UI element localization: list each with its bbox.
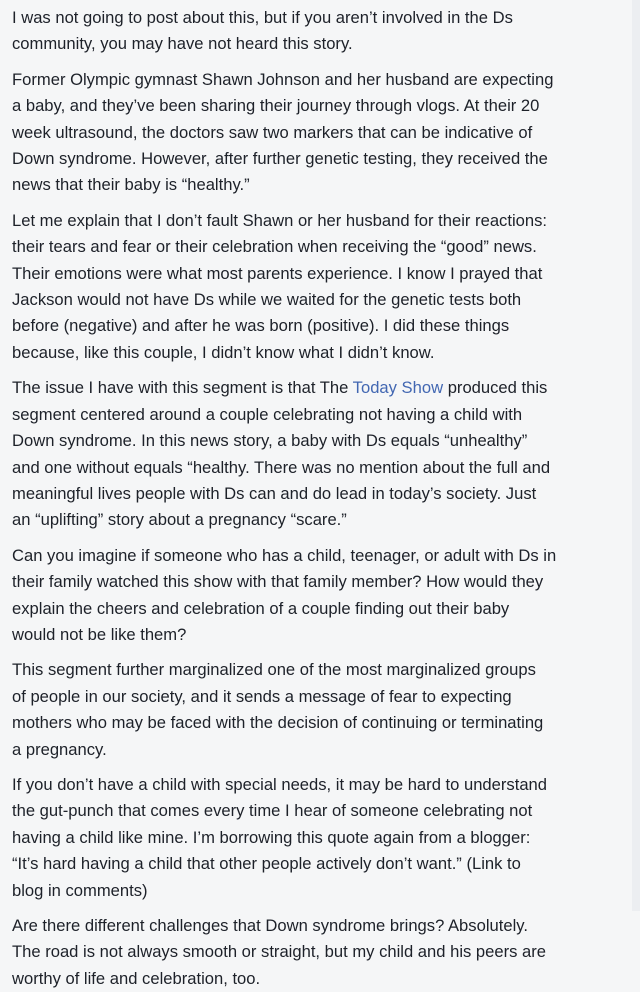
text-line (12, 375, 640, 401)
text-segment: produced this (443, 378, 548, 398)
text-segment: The issue I have with this segment is that The (12, 378, 353, 398)
text-line: because, like this couple, I didn’t know what I didn’t know. (12, 342, 435, 362)
text-line: Former Olympic gymnast Shawn Johnson and her husband are expecting (12, 69, 554, 89)
text-line: blog in comments) (12, 880, 148, 900)
text-line: “It’s hard having a child that other people actively don’t want.” (Link to (12, 854, 521, 874)
post-paragraph (12, 5, 640, 58)
text-line: news that their baby is “healthy.” (12, 175, 250, 195)
text-line: Down syndrome. In this news story, a baby with Ds equals “unhealthy” (12, 431, 528, 451)
text-line: the gut-punch that comes every time I hear of someone celebrating not (12, 801, 533, 821)
text-line: Are there different challenges that Down syndrome brings? Absolutely. (12, 916, 528, 935)
text-line: segment centered around a couple celebrating not having a child with (12, 404, 523, 424)
text-line: their tears and fear or their celebration when receiving the “good” news. (12, 237, 537, 257)
text-line: a baby, and they’ve been sharing their journey through vlogs. At their 20 (12, 96, 540, 116)
post-paragraph (12, 657, 640, 763)
text-line: Their emotions were what most parents experience. I know I prayed that (12, 263, 543, 283)
text-line: mothers who may be faced with the decision of continuing or terminating (12, 713, 544, 733)
post-paragraph (12, 375, 640, 533)
text-line: having a child like mine. I’m borrowing this quote again from a blogger: (12, 827, 531, 847)
post-paragraph (12, 543, 640, 649)
text-line: of people in our society, and it sends a message of fear to expecting (12, 686, 512, 706)
text-line: meaningful lives people with Ds can and do lead in today’s society. Just (12, 483, 537, 503)
text-line: Can you imagine if someone who has a child, teenager, or adult with Ds in (12, 545, 557, 565)
text-line: their family watched this show with that family member? How would they (12, 572, 544, 592)
right-edge (632, 0, 640, 911)
post-paragraph (12, 208, 640, 366)
text-line: Jackson would not have Ds while we waited for the genetic tests both (12, 290, 522, 310)
text-line: I was not going to post about this, but if you aren’t involved in the Ds (12, 8, 513, 27)
text-line: community, you may have not heard this story. (12, 34, 353, 54)
text-line: week ultrasound, the doctors saw two markers that can be indicative of (12, 122, 533, 142)
text-line: Let me explain that I don’t fault Shawn or her husband for their reactions: (12, 210, 548, 230)
post-paragraph (12, 67, 640, 199)
today-show-link[interactable]: Today Show (352, 378, 444, 398)
post-paragraph (12, 772, 640, 904)
text-line: before (negative) and after he was born (positive). I did these things (12, 316, 510, 336)
text-line: would not be like them? (12, 624, 187, 644)
text-line: The road is not always smooth or straight, but my child and his peers are (12, 942, 547, 962)
text-line: a pregnancy. (12, 739, 107, 759)
text-line: This segment further marginalized one of the most marginalized groups (12, 660, 536, 680)
text-line: If you don’t have a child with special needs, it may be hard to understand (12, 774, 548, 794)
text-line: explain the cheers and celebration of a couple finding out their baby (12, 598, 510, 618)
text-line: worthy of life and celebration, too. (12, 968, 261, 988)
text-line: Down syndrome. However, after further genetic testing, they received the (12, 149, 548, 169)
text-line: and one without equals “healthy. There was no mention about the full and (12, 457, 551, 477)
post-paragraph (12, 913, 640, 992)
text-line: an “uplifting” story about a pregnancy “scare.” (12, 510, 347, 530)
